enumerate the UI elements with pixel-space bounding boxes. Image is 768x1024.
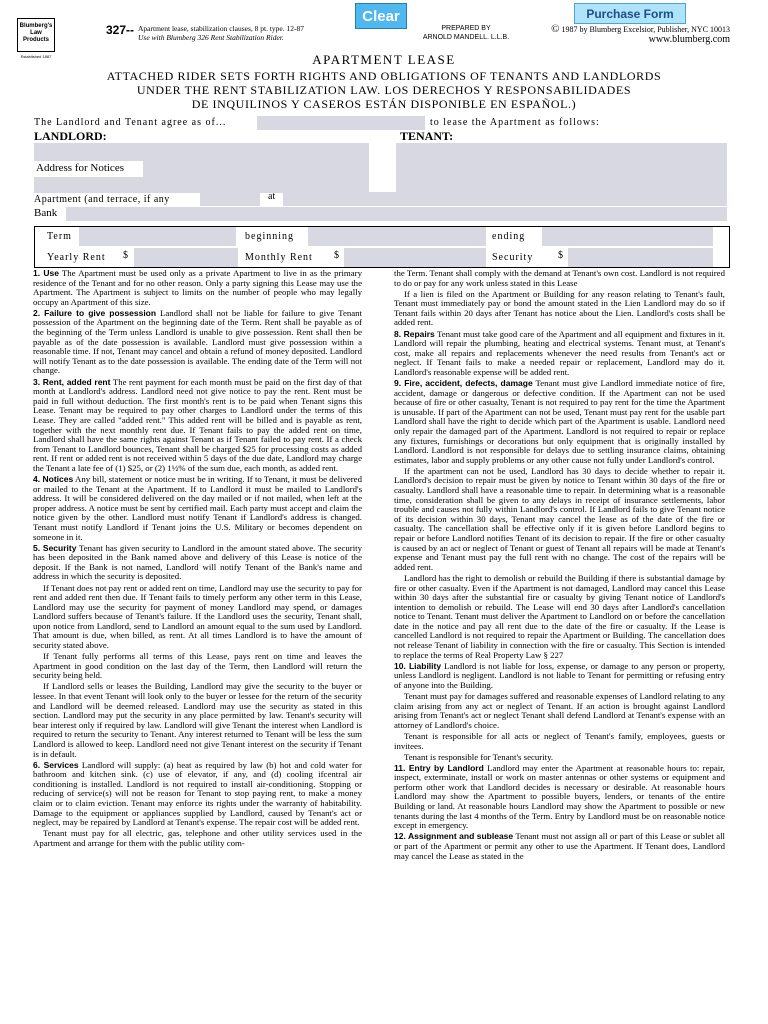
paragraph-text: The Apartment must be used only as a private Apartment to live in as the primary residence of the Tenant and for no other reason. Only a party signing this Lease may use the Apartment. The Apartment is subject to limits on the number of people who may legally occupy an Apartment of this size. [33, 269, 362, 307]
security-currency: $ [558, 250, 563, 261]
paragraph-text: Landlord shall not be liable for failure to give Tenant possession of the Apartment on the beginning date of the Term. Rent shall be payable as of the beginning of the Term unless Landlord is unable to give possession. Rent shall then be payable as of the date possession is available. Landlord must give possession within a reasonable time. If not, Tenant may cancel and obtain a refund of money deposited. Landlord will notify Tenant as to the date possession is available. The ending date of the Term will not change. [33, 307, 362, 376]
paragraph-heading: 10. Liability [394, 660, 442, 671]
right-column [394, 269, 725, 1024]
lease-paragraph [394, 692, 725, 730]
paragraph-text: Landlord will supply: (a) heat as required by law (b) hot and cold water for bathroom and kitchen sink. (c) use of elevator, if any, and (d) cooling ifcentral air conditioning is installed. Landlord is not required to install air-conditioning. Stopping or reducing of service(s) will not be reason for Tenant to stop paying rent, to make a money claim or to claim eviction. Tenant may enforce its rights under the warranty of habitability. Damage to the equipment or appliances supplied by Landlord, caused by Tenant's act or neglect, may be repaired by Landlord at Tenant's expense. The repair cost will be added rent. [33, 759, 362, 828]
apartment-label: Apartment (and terrace, if any [34, 194, 170, 205]
copyright-year: 1987 by [561, 25, 588, 34]
yearly-rent-currency: $ [123, 250, 128, 261]
purchase-form-button[interactable]: Purchase Form [574, 3, 686, 24]
blumberg-logo: Blumberg's Law Products [17, 18, 55, 52]
paragraph-text: The rent payment for each month must be paid on the first day of that month at Landlord's address. Landlord need not give notice to pay the rent. Rent must be paid in full without deduction. The first month's rent is to be paid when Tenant signs this Lease. Tenant may be required to pay other charges to Landlord under the terms of this Lease. They are called "added rent." This added rent will be billed and is payable as rent, together with the next monthly rent due. If Tenant fails to pay the added rent on time, Landlord shall have the same rights against Tenant as if Tenant failed to pay rent. If a check from Tenant to Landlord bounces, Tenant shall be charged $25 for processing costs as added rent. If rent or added rent is not received within 5 days of the due date, Landlord may charge the Tenant a late fee of (1) $25, or (2) 1½% of the sum due, each month, as added rent. [33, 376, 362, 473]
prepared-by-label: PREPARED BY [441, 25, 491, 32]
form-number: 327-- [106, 23, 135, 37]
ending-input[interactable] [542, 227, 713, 246]
paragraph-text: Tenant must pay for all electric, gas, telephone and other utility services used in the Apartment and arrange for them with the public utility com- [33, 828, 362, 848]
lease-paragraph [33, 309, 362, 376]
paragraph-heading: 8. Repairs [394, 328, 435, 339]
paragraph-heading: 2. Failure to give possession [33, 307, 157, 318]
apartment-input[interactable] [200, 192, 260, 206]
lease-paragraph [33, 829, 362, 848]
lease-paragraph [394, 269, 725, 288]
lease-paragraph [394, 832, 725, 861]
lease-paragraph [394, 662, 725, 691]
lease-paragraph [33, 761, 362, 828]
paragraph-heading: 6. Services [33, 759, 79, 770]
paragraph-text: Landlord may enter the Apartment at reasonable hours to: repair, inspect, exterminate, install or work on master antennas or other systems or equipment and perform other work that Landlord decides is necessary or desirable. At reasonable hours Landlord may show the Apartment to possible buyers, lenders, or tenants of the entire Building or land. At reasonable hours Landlord may show the Apartment to possible or new tenants during the last 4 months of the Term. Entry by Landlord must be on reasonable notice except in emergency. [394, 762, 725, 831]
lease-paragraph [33, 682, 362, 759]
paragraph-heading: 9. Fire, accident, defects, damage [394, 378, 533, 389]
lease-paragraph [394, 574, 725, 660]
paragraph-heading: 11. Entry by Landlord [394, 762, 484, 773]
lease-paragraph [394, 764, 725, 831]
paragraph-heading: 12. Assignment and sublease [394, 831, 514, 842]
lease-paragraph [33, 378, 362, 474]
clear-button[interactable]: Clear [355, 3, 407, 29]
security-input[interactable] [568, 248, 713, 267]
address-label: Address for Notices [36, 162, 124, 174]
lease-paragraph [394, 330, 725, 378]
subtitle [0, 69, 768, 111]
paragraph-text: If a lien is filed on the Apartment or Building for any reason relating to Tenant's fault, Tenant must immediately pay or bond the amount stated in the Lien Landlord may do so if Tenant fails within 20 days after Tenant has notice about the Lien. Landlord's costs shall be added rent. [394, 288, 725, 328]
landlord-name-input[interactable] [34, 143, 369, 161]
form-desc-line-2: Use with Blumberg 326 Rent Stabilization Rider. [138, 33, 284, 42]
address-input[interactable] [143, 161, 369, 177]
subtitle-line-2: UNDER THE RENT STABILIZATION LAW. LOS DERECHOS Y RESPONSABILIDADES [136, 83, 632, 97]
monthly-rent-input[interactable] [344, 248, 486, 267]
beginning-input[interactable] [308, 227, 486, 246]
paragraph-text: If the apartment can not be used, Landlord has 30 days to decide whether to repair it. Landlord's decision to repair must be given by notice to Tenant within 30 days of the fire or casualty. Landlord shall have a reasonable time to repair. In determining what is a reasonable time, consideration shall be given to any delays in receipt of insurance settlements, labor trouble and causes not fully within Landlord's control. If Landlord fails to give Tenant notice of its decision within 30 days, Tenant may cancel the lease as of the date of the fire or casualty. The cancellation shall be effective only if it is given before Landlord begins to repair or before Landlord notifies Tenant of its decision to repair. If the fire or other casualty is caused by an act or neglect of Tenant or guest of Tenant all repairs will be made at Tenant's expense and Tenant must pay the full rent with no change. The cost of the repairs will be added rent. [394, 465, 725, 572]
agree-suffix: to lease the Apartment as follows: [430, 117, 600, 128]
lease-paragraph [33, 475, 362, 542]
lease-paragraph [33, 584, 362, 651]
yearly-rent-label: Yearly Rent [47, 252, 106, 263]
paragraph-heading: 5. Security [33, 542, 77, 553]
paragraph-text: Tenant must take good care of the Apartment and all equipment and fixtures in it. Landlord will repair the plumbing, heating and electrical systems. Tenant must, at Tenant's cost, make all repairs and replacements whenever the need results from Tenant's act or neglect. If Tenant fails to make a needed repair or replacement, Landlord may do it. Landlord's reasonable expense will be added rent. [394, 328, 725, 377]
bank-input[interactable] [66, 207, 727, 221]
paragraph-text: Tenant must not assign all or part of this Lease or sublet all or part of the Apartment or permit any other to use the Apartment. If Tenant does, Landlord may cancel the Lease as stated in the [394, 831, 725, 861]
paragraph-heading: 4. Notices [33, 473, 74, 484]
paragraph-text: Tenant must pay for damages suffered and reasonable expenses of Landlord relating to any claim arising from any act or neglect of Tenant. If an action is brought against Landlord arising from Tenant's act or neglect Tenant shall defend Landlord at Tenant's expense with an attorney of Landlord's choice. [394, 691, 725, 730]
left-column [33, 269, 362, 1024]
lease-paragraph [394, 753, 725, 763]
monthly-rent-currency: $ [334, 250, 339, 261]
lease-paragraph [33, 544, 362, 582]
lease-paragraph [33, 652, 362, 681]
prepared-by [412, 24, 520, 42]
paragraph-text: If Tenant fully performs all terms of this Lease, pays rent on time and leaves the Apartment in good condition on the last day of the Term, then Landlord will return the security being held. [33, 651, 362, 681]
website: www.blumberg.com [648, 34, 730, 45]
subtitle-line-3: DE INQUILINOS Y CASEROS ESTÁN DISPONIBLE EN ESPAÑOL.) [191, 97, 577, 111]
agree-prefix: The Landlord and Tenant agree as of... [34, 117, 227, 128]
monthly-rent-label: Monthly Rent [245, 252, 313, 263]
security-label: Security [492, 252, 534, 263]
paragraph-text: Tenant has given security to Landlord in the amount stated above. The security has been deposited in the Bank named above and delivery of this Lease is notice of the deposit. If the Bank is not named, Landlord will notify Tenant of the Bank's name and address in which the security is deposited. [33, 542, 362, 582]
logo-established: Established 1887 [20, 54, 52, 59]
paragraph-text: Landlord has the right to demolish or rebuild the Building if there is substantial damage by fire or other casualty. Even if the Apartment is not damaged, Landlord may cancel this Lease within 30 days after the substantial fire or casualty by giving Tenant notice of Landlord's intention to demolish or rebuild. The Lease will end 30 days after Landlord's cancellation notice to Tenant. Tenant must deliver the Apartment to Landlord on or before the cancellation date in the notice and pay all rent due to the date of the fire or casualty. If the Lease is cancelled Landlord is not required to repair the Apartment or Building. The cancellation does not release Tenant of liability in connection with the fire or casualty. This Section is intended to replace the terms of Real Property Law § 227 [394, 572, 725, 660]
lease-paragraph [394, 732, 725, 751]
paragraph-text: Tenant must give Landlord immediate notice of fire, accident, damage or dangerous or defective condition. If the Apartment can not be used because of fire or other casualty, Tenant is not required to pay rent for the time the Apartment is unusable. If part of the Apartment can not be used, Tenant must pay rent for the usable part Landlord shall have the right to decide which part of the Apartment is usable. Landlord need only repair the damaged part of the Apartment. Landlord is not required to repair or replace any fixtures, furnishings or decorations but only equipment that is originally installed by Landlord. Landlord is not responsible for delays due to settling insurance claims, obtaining estimates, labor and supply problems or any other cause not fully under Landlord's control. [394, 378, 725, 465]
paragraph-text: Any bill, statement or notice must be in writing. If to Tenant, it must be delivered or mailed to the Tenant at the Apartment. If to Landlord it must be mailed to Landlord's address. It will be considered delivered on the day mailed or if not mailed, when left at the proper address. A notice must be sent by certified mail. Each party must accept and claim the notice given by the other. Landlord must notify Tenant if Landlord's address is changed. Tenant must notify Landlord if Tenant joins the U.S. Military or becomes dependent on someone in it. [33, 473, 362, 542]
ending-label: ending [492, 231, 526, 242]
at-label: at [268, 191, 276, 202]
publisher-info [540, 24, 730, 45]
bank-label: Bank [34, 207, 58, 219]
paragraph-text: Tenant is responsible for all acts or neglect of Tenant's family, employees, guests or invitees. [394, 730, 725, 751]
paragraph-text: the Term. Tenant shall comply with the demand at Tenant's own cost. Landlord is not required to do or pay for any work unless stated in this Lease [394, 269, 725, 288]
apartment-address-input[interactable] [283, 192, 727, 206]
preparer-name: ARNOLD MANDELL. L.L.B. [422, 34, 510, 41]
lease-paragraph [394, 379, 725, 465]
landlord-label: LANDLORD: [34, 129, 107, 143]
paragraph-heading: 3. Rent, added rent [33, 376, 111, 387]
publisher: Blumberg Excelsior, Publisher, NYC 10013 [589, 25, 730, 34]
beginning-label: beginning [245, 231, 294, 242]
form-description [138, 24, 348, 42]
tenant-name-input[interactable] [396, 143, 727, 197]
form-desc-line-1: Apartment lease, stabilization clauses, 8 pt. type. 12-87 [138, 24, 304, 33]
address-input-2[interactable] [34, 177, 369, 193]
lease-paragraph [33, 269, 362, 307]
paragraph-text: If Tenant does not pay rent or added rent on time, Landlord may use the security to pay for rent and added rent then due. If Tenant fails to timely perform any other term in this Lease, Landlord may use the security for payment of money Landlord may spend, or damages Landlord suffers because of Tenant's failure. If the Landlord uses the security, Tenant shall, upon notice from Landlord, send to Landlord an amount equal to the sum used by Landlord. That amount is due, when billed, as rent. At all times Landlord is to have the amount of security stated above. [33, 582, 362, 651]
tenant-label: TENANT: [400, 129, 454, 143]
paragraph-text: Tenant is responsible for Tenant's security. [404, 751, 554, 762]
term-input[interactable] [79, 227, 236, 246]
paragraph-text: If Landlord sells or leases the Building, Landlord may give the security to the buyer or lessee. In that event Tenant will look only to the buyer or lessee for the return of the security and Landlord will be deemed released. Landlord may use the security as stated in this section. Landlord may put the security in any place permitted by law. Tenant's security will bear interest only if required by law. Landlord will give Tenant the interest when Landlord is required to return the security to Tenant. Any interest returned to Tenant will be less the sum Landlord is allowed to keep. Landlord need not give Tenant interest on the security if Tenant is in default. [33, 681, 362, 759]
lease-paragraph [394, 290, 725, 328]
lease-date-input[interactable] [257, 116, 425, 130]
yearly-rent-input[interactable] [134, 248, 238, 267]
paragraph-text: Landlord is not liable for loss, expense, or damage to any person or property, unless Landlord is negligent. Landlord is not liable to Tenant for permitting or refusing entry of anyone into the Building. [394, 660, 725, 690]
subtitle-line-1: ATTACHED RIDER SETS FORTH RIGHTS AND OBLIGATIONS OF TENANTS AND LANDLORDS [106, 69, 662, 83]
paragraph-heading: 1. Use [33, 269, 59, 278]
copyright-icon: © [551, 23, 560, 35]
term-label: Term [47, 231, 72, 242]
page-title: APARTMENT LEASE [312, 52, 456, 67]
lease-paragraph [394, 467, 725, 573]
